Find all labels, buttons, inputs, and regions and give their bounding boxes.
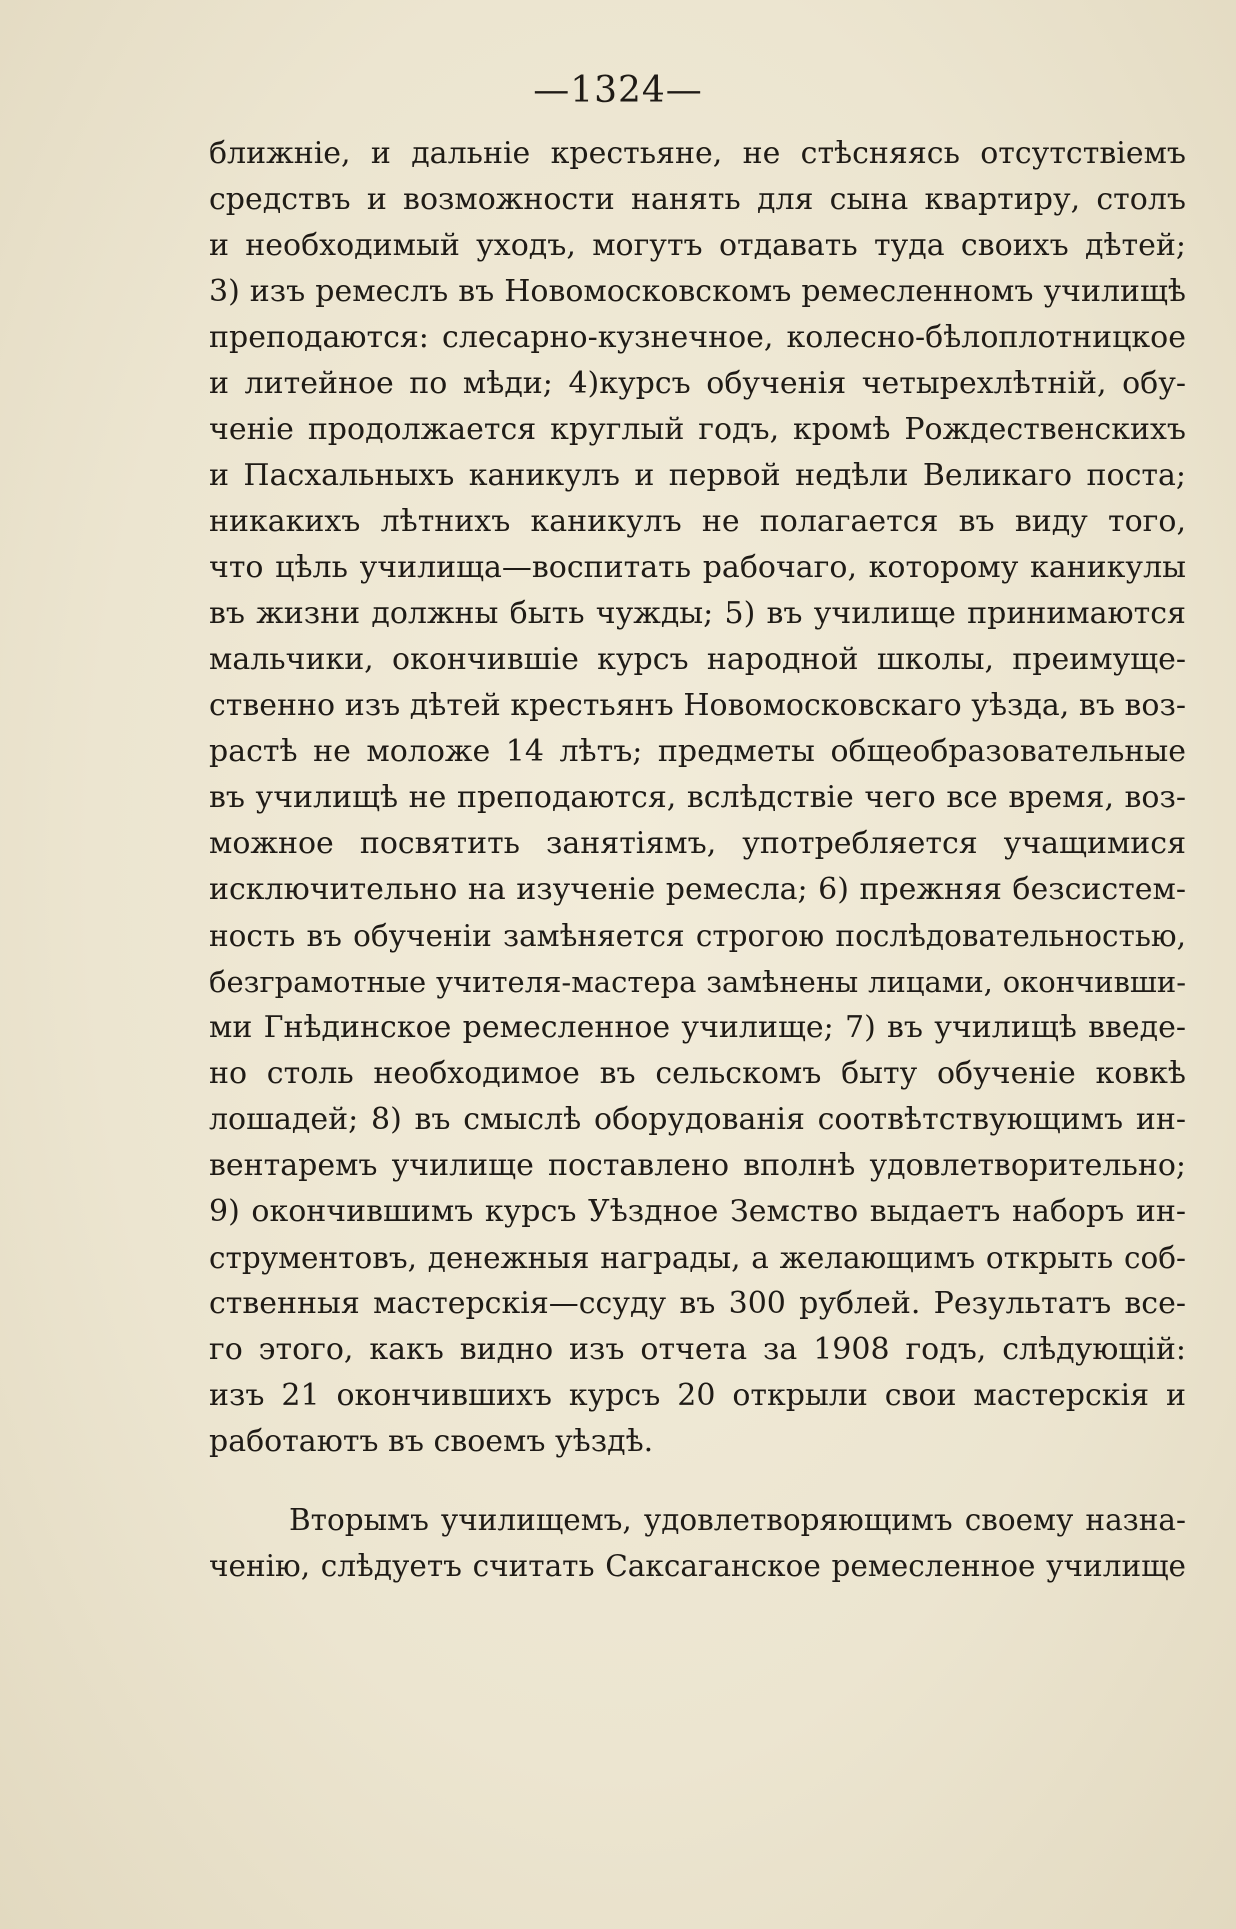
text-line: мальчики, окончившіе курсъ народной школы, преимуще- [209, 642, 1186, 677]
text-line: лошадей; 8) въ смыслѣ оборудованія соотвѣтствующимъ ин- [209, 1102, 1186, 1137]
body-text [209, 131, 1186, 1589]
page-number: —1324— [533, 70, 703, 111]
text-line: изъ 21 окончившихъ курсъ 20 открыли свои мастерскія и [209, 1378, 1186, 1413]
text-line: но столь необходимое въ сельскомъ быту обученіе ковкѣ [209, 1056, 1186, 1091]
text-line: безграмотные учителя-мастера замѣнены лицами, окончивши- [209, 965, 1186, 999]
text-line: и литейное по мѣди; 4)курсъ обученія четырехлѣтній, обу- [209, 366, 1186, 401]
text-line: ность въ обученіи замѣняется строгою послѣдовательностью, [209, 919, 1186, 953]
text-line: 3) изъ ремеслъ въ Новомосковскомъ ремесленномъ училищѣ [209, 274, 1186, 309]
text-line: можное посвятить занятіямъ, употребляется учащимися [209, 826, 1186, 861]
text-line: преподаются: слесарно-кузнечное, колесно-бѣлоплотницкое [209, 320, 1186, 355]
text-line: ми Гнѣдинское ремесленное училище; 7) въ училищѣ введе- [209, 1010, 1186, 1045]
text-line: средствъ и возможности нанять для сына квартиру, столъ [209, 182, 1186, 217]
text-line: исключительно на изученіе ремесла; 6) прежняя безсистем- [209, 872, 1186, 907]
text-line: въ училищѣ не преподаются, вслѣдствіе чего все время, воз- [209, 780, 1186, 815]
paragraph [209, 131, 1186, 1465]
text-line: ственно изъ дѣтей крестьянъ Новомосковскаго уѣзда, въ воз- [209, 688, 1186, 723]
text-line: и Пасхальныхъ каникулъ и первой недѣли Великаго поста; [209, 458, 1186, 493]
text-line: Вторымъ училищемъ, удовлетворяющимъ своему назна- [289, 1503, 1186, 1537]
text-line: въ жизни должны быть чужды; 5) въ училище принимаются [209, 596, 1186, 631]
text-line: ближніе, и дальніе крестьяне, не стѣсняясь отсутствіемъ [209, 136, 1186, 171]
text-line: ченію, слѣдуетъ считать Саксаганское ремесленное училище [209, 1549, 1186, 1583]
paragraph [209, 1497, 1186, 1589]
text-line: работаютъ въ своемъ уѣздѣ. [209, 1424, 654, 1459]
text-line: и необходимый уходъ, могутъ отдавать туда своихъ дѣтей; [209, 228, 1186, 263]
text-line: растѣ не моложе 14 лѣтъ; предметы общеобразовательные [209, 734, 1186, 769]
text-line: никакихъ лѣтнихъ каникулъ не полагается въ виду того, [209, 504, 1186, 539]
text-line: что цѣль училища—воспитать рабочаго, которому каникулы [209, 550, 1186, 585]
text-line: струментовъ, денежныя награды, а желающимъ открыть соб- [209, 1241, 1186, 1275]
text-line: 9) окончившимъ курсъ Уѣздное Земство выдаетъ наборъ ин- [209, 1194, 1186, 1229]
text-line: вентаремъ училище поставлено вполнѣ удовлетворительно; [209, 1148, 1186, 1183]
text-line: ченіе продолжается круглый годъ, кромѣ Рождественскихъ [209, 412, 1186, 447]
paragraph-gap [209, 1465, 1186, 1497]
text-line: го этого, какъ видно изъ отчета за 1908 годъ, слѣдующій: [209, 1332, 1186, 1367]
text-line: ственныя мастерскія—ссуду въ 300 рублей. Результатъ все- [209, 1286, 1186, 1321]
